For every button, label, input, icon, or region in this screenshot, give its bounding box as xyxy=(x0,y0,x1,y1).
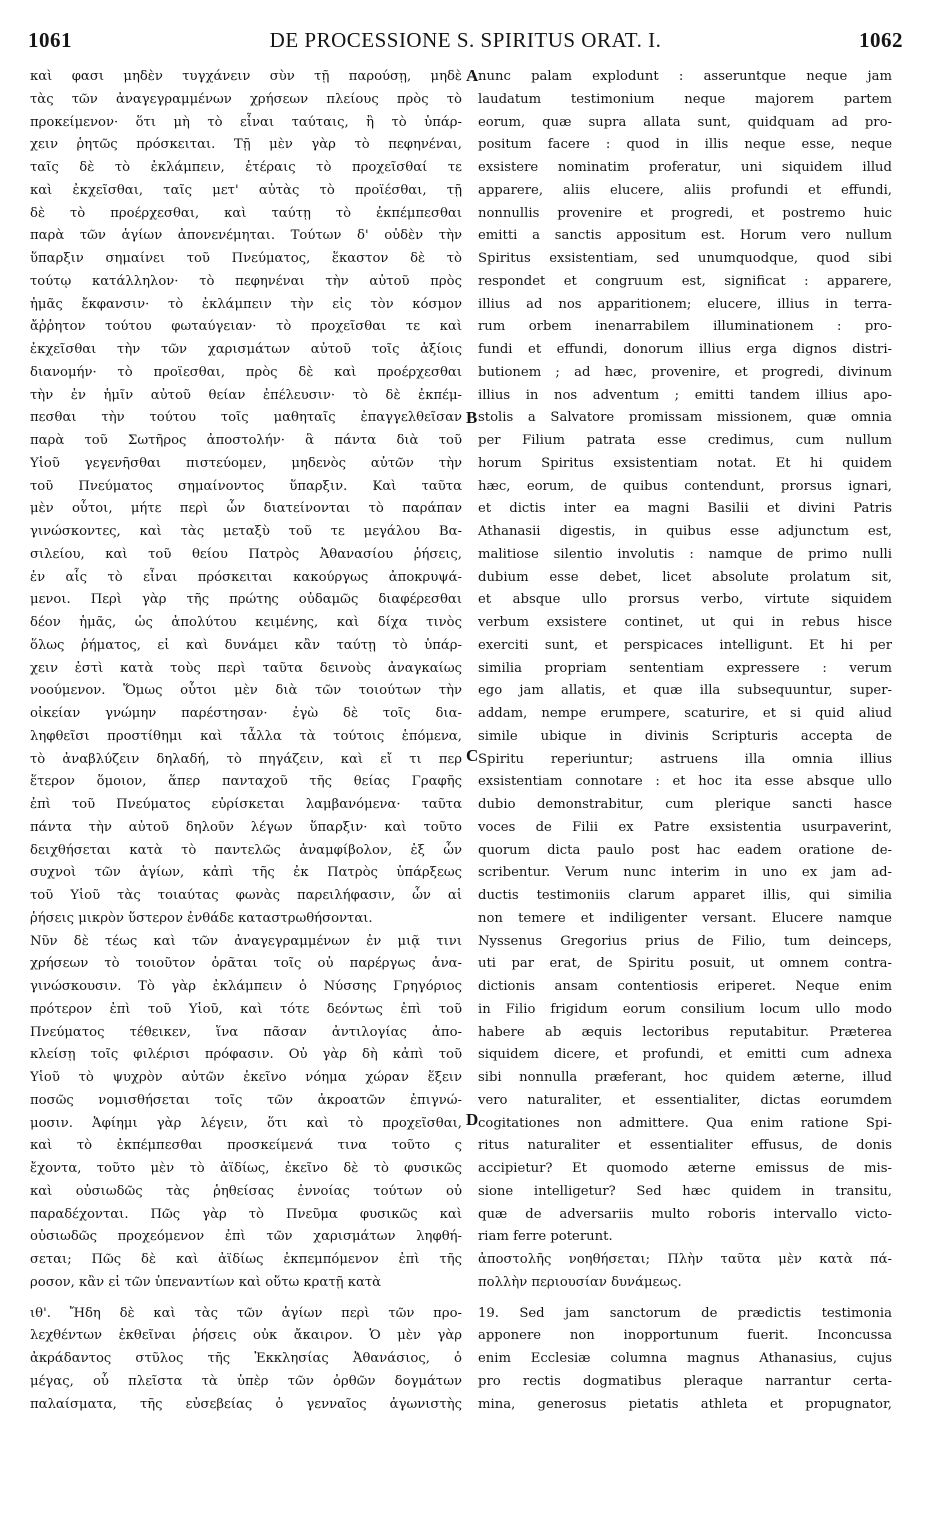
text-line: ροσον, κἂν εἰ τῶν ὑπεναντίων καὶ οὕτω κρατῇ κατὰ xyxy=(30,1274,382,1290)
text-line: καὶ οὐσιωδῶς τὰς ῥηθείσας ἐννοίας τούτων οὐ xyxy=(30,1183,462,1199)
text-line: exerciti sunt, et perspicaces intelligunt. Et hi per xyxy=(478,637,892,653)
text-line: τοῦ Πνεύματος σημαίνοντος ὕπαρξιν. Καὶ ταῦτα xyxy=(30,478,462,494)
text-line: et dictis inter ea magni Basilii et divini Patris xyxy=(478,501,892,517)
text-line: siquidem dicere, et profundi, et emitti cum adnexa xyxy=(478,1047,892,1063)
text-line: ἡμᾶς ἔκφανσιν· τὸ ἐκλάμπειν τὴν εἰς τὸν κόσμον xyxy=(30,296,462,312)
text-line: non temere et indiligenter versant. Elucere namque xyxy=(478,910,892,926)
text-line: riam ferre poterunt. xyxy=(478,1229,613,1245)
latin-column xyxy=(478,66,892,1416)
text-line: μὲν οὗτοι, μήτε περὶ ὧν διατείνονται τὸ παράπαν xyxy=(30,501,462,517)
text-line: sione intelligetur? Sed hæc quidem in transitu, xyxy=(478,1183,892,1199)
text-line: quorum dicta paulo post hac eadem oratione de- xyxy=(478,842,892,858)
text-line: γινώσκοντες, καὶ τὰς μεταξὺ τοῦ τε μεγάλου Βα- xyxy=(30,524,462,539)
text-line: addam, nempe erumpere, scaturire, et si quid aliud xyxy=(478,706,892,721)
text-line: ποσῶς νομισθήσεται τοῖς τῶν ἀκροατῶν ἐπιγνώ- xyxy=(30,1092,462,1108)
text-line: γινώσκουσιν. Τὸ γὰρ ἐκλάμπειν ὁ Νύσσης Γρηγόριος xyxy=(30,979,462,994)
text-line: Nyssenus Gregorius prius de Filio, tum deinceps, xyxy=(478,933,892,949)
text-line: χειν ἐστὶ κατὰ τοὺς περὶ ταῦτα δεινοὺς ἀναγκαίως xyxy=(30,660,462,676)
text-line: sibi nonnulla præferant, hoc quidem æterne, illud xyxy=(478,1070,892,1085)
text-line: ἐκχεῖσθαι τὴν τῶν χαρισμάτων αὐτοῦ τοῖς ἀξίοις xyxy=(30,342,462,357)
text-line: vero naturaliter, et essentialiter, dictas eorumdem xyxy=(478,1092,892,1108)
text-line: τὸ ἀναβλύζειν δηλαδή, τὸ πηγάζειν, καὶ εἴ τι περ xyxy=(30,751,462,767)
text-line: χειν ῥητῶς πρόσκειται. Τῇ μὲν γὰρ τὸ πεφηνέναι, xyxy=(30,137,462,153)
text-line: exsistentiam connotare : et hoc ita esse absque ullo xyxy=(478,774,892,790)
text-line: cogitationes non admittere. Qua enim ratione Spi- xyxy=(478,1115,892,1131)
text-line: οὐσιωδῶς προχεόμενον ἐπὶ τῶν χαρισμάτων ληφθή- xyxy=(30,1229,462,1245)
text-line: ταῖς δὲ τὸ ἐκλάμπειν, ἑτέραις τὸ προχεῖσθαί τε xyxy=(30,160,462,175)
text-line: ἔχοντα, τοῦτο μὲν τὸ ἀϊδίως, ἐκεῖνο δὲ τὸ φυσικῶς xyxy=(30,1161,462,1176)
text-line: ιθ'. Ἤδη δὲ καὶ τὰς τῶν ἁγίων περὶ τῶν προ- xyxy=(30,1305,462,1321)
text-line: διανομήν· τὸ προϊεσθαι, πρὸς δὲ καὶ προέρχεσθαι xyxy=(30,364,462,380)
text-line: dubio demonstrabitur, cum plerique sancti hasce xyxy=(478,797,892,812)
text-line: similia propriam sententiam expressere : verum xyxy=(478,660,892,676)
text-line: scribentur. Verum nunc interim in uno ex jam ad- xyxy=(478,865,892,881)
text-line: σεται; Πῶς δὲ καὶ ἀϊδίως ἐκπεμπόμενον ἐπὶ τῆς xyxy=(30,1252,462,1267)
paragraph-gap xyxy=(30,1295,462,1303)
text-line: δὲ τὸ προέρχεσθαι, καὶ ταύτῃ τὸ ἐκπέμπεσθαι xyxy=(30,205,462,221)
text-line: ὅλως ῥήματος, εἰ καὶ δυνάμει κἂν ταύτῃ τὸ ὑπάρ- xyxy=(30,637,462,653)
text-line: per Filium patrata esse credimus, cum nullum xyxy=(478,433,892,448)
text-line: λεχθέντων ἐκθεῖναι ῥήσεις οὐκ ἄκαιρον. Ὁ μὲν γὰρ xyxy=(30,1328,462,1344)
text-line: fundi et effundi, donorum illius erga dignos distri- xyxy=(478,342,892,357)
text-line: simile ubique in divinis Scripturis accepta de xyxy=(478,728,892,744)
text-line: Athanasii digestis, in quibus esse adjunctum est, xyxy=(478,524,892,539)
text-line: nonnullis provenire et progredi, et postremo huic xyxy=(478,205,892,221)
left-page-number: 1061 xyxy=(28,28,72,52)
text-line: verbum exsistere continet, ut qui in rebus hisce xyxy=(478,615,892,630)
text-line: μενοι. Περὶ γὰρ τῆς πρώτης οὐδαμῶς διαφέρεσθαι xyxy=(30,592,462,608)
text-line: habere ab æquis lectoribus reputabitur. Præterea xyxy=(478,1024,892,1040)
text-line: πάντα τὴν αὐτοῦ δηλοῦν λέγων ὕπαρξιν· καὶ τοῦτο xyxy=(30,819,462,835)
margin-letter-b: B xyxy=(466,408,478,427)
text-line: ἐπὶ τοῦ Πνεύματος εὑρίσκεται λαμβανόμενα· ταῦτα xyxy=(30,797,462,812)
text-line: butionem ; ad hæc, provenire, et progredi, divinum xyxy=(478,364,892,380)
text-line: uti par erat, de Spiritu posuit, ut omnem contra- xyxy=(478,956,892,972)
text-line: dictionis ansam contentiosis eriperet. Neque enim xyxy=(478,979,892,994)
text-line: τούτῳ κατάλληλον· τὸ πεφηνέναι τὴν αὐτοῦ πρὸς xyxy=(30,273,462,289)
text-line: ῥήσεις μικρὸν ὕστερον ἐνθάδε καταστρωθήσονται. xyxy=(30,910,373,926)
text-line: συχνοὶ τῶν ἁγίων, κἀπὶ τῆς ἐκ Πατρὸς ὑπάρξεως xyxy=(30,865,462,881)
text-line: malitiose silentio involutis : namque de primo nulli xyxy=(478,546,892,562)
text-line: Spiritu reperiuntur; astruens illa omnia illius xyxy=(478,751,892,767)
text-line: οἰκείαν γνώμην παρέστησαν· ἐγὼ δὲ τοῖς δια- xyxy=(30,706,462,721)
text-line: παραδέχονται. Πῶς γὰρ τὸ Πνεῦμα φυσικῶς καὶ xyxy=(30,1206,462,1222)
text-line: laudatum testimonium neque majorem partem xyxy=(478,91,892,107)
text-line: χρήσεων τὸ τοιοῦτον ὁρᾶται τοῖς οὐ παρέργως ἀνα- xyxy=(30,956,462,972)
margin-letter-d: D xyxy=(466,1110,479,1129)
text-line: illius in nos adventum ; emitti tandem illius apo- xyxy=(478,387,892,403)
text-line: emitti a sanctis appositum est. Horum vero nullum xyxy=(478,228,892,244)
text-line: et absque ullo prorsus verbo, virtute siquidem xyxy=(478,592,892,608)
text-line: accipietur? Et quomodo æterne emissus de mis- xyxy=(478,1161,892,1176)
text-line: Νῦν δὲ τέως καὶ τῶν ἀναγεγραμμένων ἐν μιᾷ τινι xyxy=(30,933,462,949)
text-line: Πνεύματος τέθεικεν, ἵνα πᾶσαν ἀντιλογίας ἀπο- xyxy=(30,1024,462,1040)
running-header xyxy=(28,20,903,54)
text-line: ἕτερον ὅμοιον, ἅπερ πανταχοῦ τῆς θείας Γραφῆς xyxy=(30,774,462,790)
paragraph-gap xyxy=(478,1295,892,1303)
text-line: in Filio frigidum eorum consilium locum ullo modo xyxy=(478,1001,892,1017)
text-line: ductis testimoniis clarum apparet illis, qui similia xyxy=(478,888,892,903)
text-line: καὶ ἐκχεῖσθαι, ταῖς μετ' αὐτὰς τὸ προϊέσθαι, τῇ xyxy=(30,182,462,198)
text-line: horum Spiritus exsistentiam notat. Et hi quidem xyxy=(478,455,892,471)
margin-letter-c: C xyxy=(466,746,479,765)
text-line: ἐν αἷς τὸ εἶναι πρόσκειται κακούργως ἀποκρυψά- xyxy=(30,569,462,585)
text-line: παλαίσματα, τῆς εὐσεβείας ὁ γενναῖος ἀγωνιστὴς xyxy=(30,1396,462,1412)
text-line: καὶ τὸ ἐκπέμπεσθαι προσκείμενά τινα τοῦτο ς xyxy=(30,1138,462,1154)
text-line: καὶ φασι μηδὲν τυγχάνειν σὺν τῇ παρούσῃ, μηδὲ xyxy=(30,69,462,84)
text-line: Spiritus exsistentiam, sed unumquodque, quod sibi xyxy=(478,251,892,266)
greek-column xyxy=(30,66,462,1416)
text-line: μέγας, οὗ πλεῖστα τὰ ὑπὲρ τῶν ὀρθῶν δογμάτων xyxy=(30,1373,462,1389)
text-line: νοούμενον. Ὅμως οὗτοι μὲν διὰ τῶν τοιούτων τὴν xyxy=(30,683,462,699)
text-line: πρότερον ἐπὶ τοῦ Υἱοῦ, καὶ τότε δεόντως ἐπὶ τοῦ xyxy=(30,1001,462,1017)
text-line: Υἱοῦ γεγενῆσθαι πιστεύομεν, μηδενὸς αὐτῶν τὴν xyxy=(30,455,462,471)
text-line: stolis a Salvatore promissam missionem, quæ omnia xyxy=(478,410,892,426)
margin-letter-a: A xyxy=(466,66,479,85)
text-line: ritus naturaliter et essentialiter effusus, de donis xyxy=(478,1138,892,1154)
text-line: pro rectis dogmatibus pleraque narrantur certa- xyxy=(478,1373,892,1389)
text-line: hæc, eorum, de quibus contendunt, prorsus ignari, xyxy=(478,478,892,494)
text-line: respondet et congruum est, significat : apparere, xyxy=(478,273,892,289)
text-line: apparere, aliis elucere, aliis profundi et effundi, xyxy=(478,182,892,198)
text-line: ἄῤῥητον τούτου φωταύγειαν· τὸ προχεῖσθαι τε καὶ xyxy=(30,319,462,335)
text-line: δειχθήσεται κατὰ τὸ παντελῶς ἀναμφίβολον, ἐξ ὧν xyxy=(30,842,462,858)
text-line: τὴν ἐν ἡμῖν αὐτοῦ θείαν ἐπέλευσιν· τὸ δὲ ἐκπέμ- xyxy=(30,387,462,403)
text-line: προκείμενον· ὅτι μὴ τὸ εἶναι ταύταις, ἢ τὸ ὑπάρ- xyxy=(30,114,462,130)
running-title: DE PROCESSIONE S. SPIRITUS ORAT. I. xyxy=(269,28,662,52)
text-line: κλείσῃ τοῖς φιλέρισι πρόφασιν. Οὐ γὰρ δὴ κἀπὶ τοῦ xyxy=(30,1047,462,1063)
text-line: πολλὴν περιουσίαν δυνάμεως. xyxy=(478,1274,682,1290)
text-line: μοσιν. Ἀφίημι γὰρ λέγειν, ὅτι καὶ τὸ προχεῖσθαι, xyxy=(30,1115,462,1131)
text-line: voces de Filii ex Patre exsistentia usurpaverint, xyxy=(478,819,892,835)
text-line: παρὰ τοῦ Σωτῆρος ἀποστολήν· ἃ πάντα διὰ τοῦ xyxy=(30,433,462,448)
text-line: positum facere : quod in illis neque esse, neque xyxy=(478,137,892,153)
text-line: πεσθαι τὴν τούτου τοῖς μαθηταῖς ἐπαγγελθεῖσαν xyxy=(30,410,462,426)
text-line: enim Ecclesiæ columna magnus Athanasius, cujus xyxy=(478,1351,892,1366)
text-line: apponere non inopportunum fuerit. Inconcussa xyxy=(478,1328,892,1344)
text-line: ἀκράδαντος στῦλος τῆς Ἐκκλησίας Ἀθανάσιος, ὁ xyxy=(30,1351,462,1366)
text-line: ego jam allatis, et quæ illa subsequuntur, super- xyxy=(478,683,892,699)
text-line: eorum, quæ supra allata sunt, quidquam ad pro- xyxy=(478,114,892,130)
text-line: nunc palam explodunt : asseruntque neque jam xyxy=(478,69,892,84)
text-line: dubium esse debet, licet absolute prolatum sit, xyxy=(478,569,892,585)
text-line: τὰς τῶν ἀναγεγραμμένων χρήσεων πλείους πρὸς τὸ xyxy=(30,91,462,107)
text-line: παρὰ τῶν ἁγίων ἀπονενέμηται. Τούτων δ' οὐδὲν τὴν xyxy=(30,228,462,244)
text-line: rum orbem inenarrabilem illuminationem : pro- xyxy=(478,319,892,335)
text-line: ὕπαρξιν σημαίνει τοῦ Πνεύματος, ἕκαστον δὲ τὸ xyxy=(30,251,462,266)
text-line: exsistere nominatim proferatur, uni siquidem illud xyxy=(478,160,892,175)
text-line: τοῦ Υἱοῦ τὰς τοιαύτας φωνὰς παρειλήφασιν, ὧν αἱ xyxy=(30,888,462,903)
text-line: mina, generosus pietatis athleta et propugnator, xyxy=(478,1396,892,1412)
text-line: Υἱοῦ τὸ ψυχρὸν αὐτῶν ἐκεῖνο νόημα χώραν ἕξειν xyxy=(30,1070,462,1085)
text-line: 19. Sed jam sanctorum de prædictis testimonia xyxy=(478,1305,892,1321)
text-line: ληφθεῖσι προστίθημι καὶ τἆλλα τὰ τούτοις ἑπόμενα, xyxy=(30,728,462,744)
text-line: illius ad nos apparitionem; elucere, illius in terra- xyxy=(478,296,892,312)
right-page-number: 1062 xyxy=(859,28,903,52)
text-line: quæ de adversariis multo roboris intervallo victo- xyxy=(478,1206,892,1222)
text-line: δέον ἡμᾶς, ὡς ἀπολύτου κειμένης, καὶ δίχα τινὸς xyxy=(30,615,462,630)
text-line: σιλείου, καὶ τοῦ θείου Πατρὸς Ἀθανασίου ῥήσεις, xyxy=(30,546,462,562)
text-line: ἀποστολῆς νοηθήσεται; Πλὴν ταῦτα μὲν κατὰ πά- xyxy=(478,1252,892,1267)
